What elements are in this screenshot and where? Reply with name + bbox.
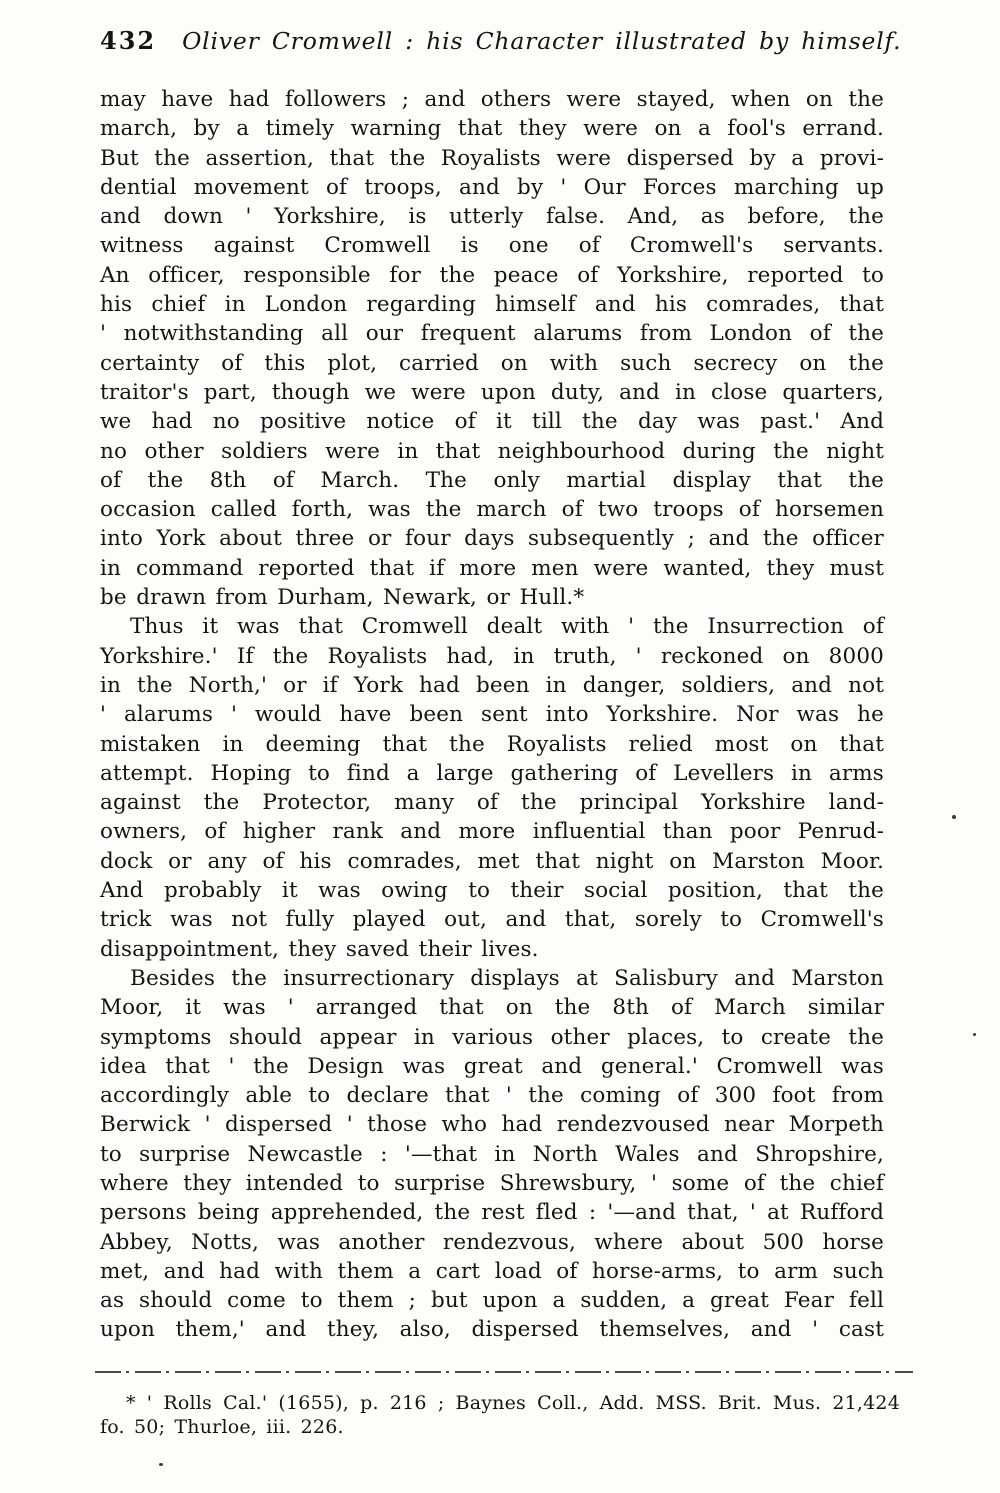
footnote-line: fo. 50; Thurloe, iii. 226. bbox=[100, 1415, 344, 1438]
footnote-separator-rule bbox=[95, 1371, 913, 1373]
body-line: attempt. Hoping to find a large gathering of Levellers in arms bbox=[100, 760, 884, 786]
page-number: 432 bbox=[100, 26, 157, 55]
footnote bbox=[100, 1392, 900, 1439]
body-line: trick was not fully played out, and that, sorely to Cromwell's bbox=[100, 907, 884, 933]
scan-speck bbox=[159, 1463, 163, 1466]
scan-speck bbox=[973, 1033, 976, 1036]
body-line: An officer, responsible for the peace of Yorkshire, reported to bbox=[100, 262, 884, 288]
body-line: Moor, it was ' arranged that on the 8th of March similar bbox=[100, 995, 884, 1021]
running-title: Oliver Cromwell : his Character illustrated by himself. bbox=[182, 27, 902, 55]
body-line-paragraph-start: Thus it was that Cromwell dealt with ' the Insurrection of bbox=[130, 614, 884, 640]
running-header bbox=[100, 26, 902, 55]
body-line: against the Protector, many of the principal Yorkshire land- bbox=[100, 790, 884, 816]
body-line: But the assertion, that the Royalists were dispersed by a provi- bbox=[100, 145, 884, 171]
body-line: accordingly able to declare that ' the coming of 300 foot from bbox=[100, 1083, 884, 1109]
body-line: witness against Cromwell is one of Cromwell's servants. bbox=[100, 233, 884, 259]
body-line: we had no positive notice of it till the day was past.' And bbox=[100, 409, 884, 435]
body-line: may have had followers ; and others were stayed, when on the bbox=[100, 87, 884, 112]
body-line: ' alarums ' would have been sent into Yorkshire. Nor was he bbox=[100, 702, 884, 728]
body-line-paragraph-end: be drawn from Durham, Newark, or Hull.* bbox=[100, 585, 585, 611]
body-line: Abbey, Notts, was another rendezvous, where about 500 horse bbox=[100, 1229, 884, 1255]
body-line: met, and had with them a cart load of horse-arms, to arm such bbox=[100, 1258, 884, 1284]
body-line: occasion called forth, was the march of two troops of horsemen bbox=[100, 497, 884, 523]
body-line: certainty of this plot, carried on with such secrecy on the bbox=[100, 350, 884, 376]
scan-speck bbox=[952, 815, 956, 819]
body-line: Yorkshire.' If the Royalists had, in truth, ' reckoned on 8000 bbox=[100, 643, 884, 669]
body-line: symptoms should appear in various other places, to create the bbox=[100, 1024, 884, 1050]
body-line: dock or any of his comrades, met that night on Marston Moor. bbox=[100, 848, 884, 874]
body-line: traitor's part, though we were upon duty, and in close quarters, bbox=[100, 379, 884, 405]
body-line: And probably it was owing to their social position, that the bbox=[100, 878, 884, 904]
body-line: upon them,' and they, also, dispersed themselves, and ' cast bbox=[100, 1317, 884, 1343]
body-line: Berwick ' dispersed ' those who had rendezvoused near Morpeth bbox=[100, 1112, 884, 1138]
body-line: ' notwithstanding all our frequent alarums from London of the bbox=[100, 321, 884, 347]
body-line: dential movement of troops, and by ' Our Forces marching up bbox=[100, 174, 884, 200]
body-line: and down ' Yorkshire, is utterly false. And, as before, the bbox=[100, 204, 884, 230]
body-line: owners, of higher rank and more influential than poor Penrud- bbox=[100, 819, 884, 845]
body-line: march, by a timely warning that they were on a fool's errand. bbox=[100, 116, 884, 142]
body-line-paragraph-end: disappointment, they saved their lives. bbox=[100, 936, 539, 962]
body-text-block bbox=[100, 85, 884, 1345]
body-line: in the North,' or if York had been in danger, soldiers, and not bbox=[100, 672, 884, 698]
body-line: as should come to them ; but upon a sudden, a great Fear fell bbox=[100, 1288, 884, 1314]
body-line: persons being apprehended, the rest fled : '—and that, ' at Rufford bbox=[100, 1200, 884, 1226]
footnote-line: * ' Rolls Cal.' (1655), p. 216 ; Baynes Coll., Add. MSS. Brit. Mus. 21,424 bbox=[126, 1392, 900, 1414]
body-line: his chief in London regarding himself and his comrades, that bbox=[100, 292, 884, 318]
body-line-paragraph-start: Besides the insurrectionary displays at Salisbury and Marston bbox=[130, 965, 884, 991]
body-line: idea that ' the Design was great and general.' Cromwell was bbox=[100, 1053, 884, 1079]
body-line: mistaken in deeming that the Royalists relied most on that bbox=[100, 731, 884, 757]
body-line: where they intended to surprise Shrewsbury, ' some of the chief bbox=[100, 1170, 884, 1196]
body-line: to surprise Newcastle : '—that in North Wales and Shropshire, bbox=[100, 1141, 884, 1167]
body-line: of the 8th of March. The only martial display that the bbox=[100, 467, 884, 493]
body-line: no other soldiers were in that neighbourhood during the night bbox=[100, 438, 884, 464]
body-line: in command reported that if more men were wanted, they must bbox=[100, 555, 884, 581]
body-line: into York about three or four days subsequently ; and the officer bbox=[100, 526, 884, 552]
